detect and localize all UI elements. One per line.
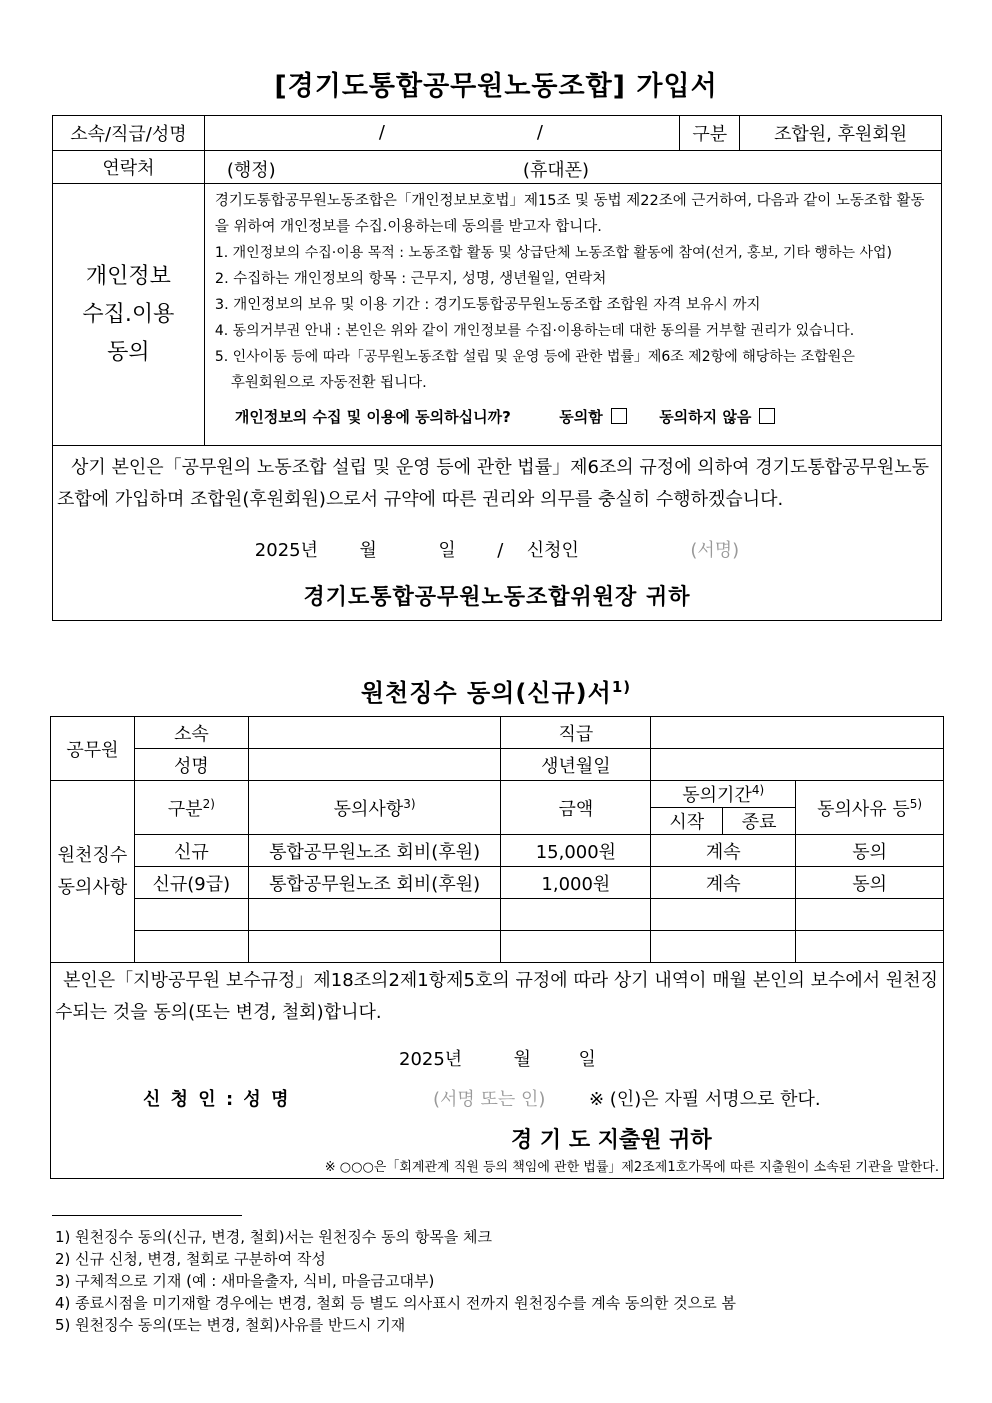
row-reason[interactable]: 동의 — [796, 835, 944, 867]
membership-date-line — [53, 536, 941, 562]
office-phone-label: (행정) — [226, 160, 276, 181]
rank-label: 직급 — [501, 717, 651, 749]
header-type-sup: 2) — [202, 796, 215, 811]
dept-field[interactable] — [248, 717, 501, 749]
member-type-label: 구분 — [680, 116, 740, 151]
member-type-value[interactable]: 조합원, 후원회원 — [740, 116, 942, 151]
privacy-item-2: 2. 수집하는 개인정보의 항목 : 근무지, 성명, 생년월일, 연락처 — [214, 271, 607, 287]
row-item[interactable] — [248, 899, 501, 931]
birth-field[interactable] — [651, 749, 944, 781]
row-reason[interactable] — [796, 899, 944, 931]
withholding-section-label — [51, 781, 135, 963]
header-item — [248, 781, 501, 835]
row-period[interactable]: 계속 — [651, 835, 796, 867]
row-amount[interactable]: 15,000원 — [501, 835, 651, 867]
membership-form-table — [52, 115, 942, 621]
date-slash: / — [497, 540, 504, 561]
row-period[interactable] — [651, 931, 796, 963]
header-reason — [796, 781, 944, 835]
disagree-checkbox[interactable] — [759, 408, 775, 424]
table-row — [51, 931, 944, 963]
row-item[interactable] — [248, 931, 501, 963]
affiliation-field[interactable] — [204, 116, 679, 151]
date2-year[interactable]: 2025년 — [399, 1049, 463, 1070]
withholding-addressee: 경 기 도 지출원 귀하 — [511, 1128, 712, 1153]
withholding-form-table — [50, 716, 944, 1179]
agree-checkbox[interactable] — [611, 408, 627, 424]
form1-title: [경기도통합공무원노동조합] 가입서 — [274, 71, 718, 102]
affiliation-sep-2: / — [536, 122, 543, 143]
row-reason[interactable]: 동의 — [796, 867, 944, 899]
name-label: 성명 — [134, 749, 248, 781]
row-item[interactable]: 통합공무원노조 회비(후원) — [248, 867, 501, 899]
affiliation-label: 소속/직급/성명 — [53, 116, 205, 151]
date-year[interactable]: 2025년 — [254, 540, 318, 561]
privacy-label-line-1: 개인정보 — [85, 263, 171, 289]
row-reason[interactable] — [796, 931, 944, 963]
privacy-item-5a: 5. 인사이동 등에 따라「공무원노동조합 설립 및 운영 등에 관한 법률」제6조 제2항에 해당하는 조합원은 — [214, 349, 855, 365]
form2-title-text: 원천징수 동의(신규)서 — [360, 679, 612, 707]
row-period[interactable]: 계속 — [651, 867, 796, 899]
form2-title-sup: 1) — [611, 678, 632, 696]
header-item-text: 동의사항 — [333, 798, 404, 820]
privacy-item-1: 1. 개인정보의 수집·이용 목적 : 노동조합 활동 및 상급단체 노동조합 활동에 참여(선거, 홍보, 기타 행하는 사업) — [214, 245, 892, 261]
date2-month[interactable]: 월 — [513, 1049, 532, 1070]
contact-label: 연락처 — [53, 151, 205, 184]
footnote-5: 5) 원천징수 동의(또는 변경, 철회)사유를 반드시 기재 — [55, 1316, 406, 1334]
privacy-intro: 경기도통합공무원노동조합은「개인정보보호법」제15조 및 동법 제22조에 근거하여, 다음과 같이 노동조합 활동을 위하여 개인정보를 수집.이용하는데 동의를 받고자 합니다. — [214, 193, 925, 235]
affiliation-sep-1: / — [378, 122, 385, 143]
birth-label: 생년월일 — [501, 749, 651, 781]
membership-addressee: 경기도통합공무원노동조합위원장 귀하 — [303, 585, 691, 610]
date-day[interactable]: 일 — [438, 540, 456, 561]
withholding-applicant-line — [143, 1085, 903, 1111]
dept-label: 소속 — [134, 717, 248, 749]
header-end: 종료 — [723, 808, 796, 835]
consent-question-row — [205, 396, 941, 427]
applicant-label: 신청인 — [526, 540, 579, 561]
row-type[interactable] — [134, 931, 248, 963]
row-amount[interactable] — [501, 931, 651, 963]
signature2-placeholder[interactable]: (서명 또는 인) — [433, 1089, 546, 1110]
table-row — [51, 835, 944, 867]
mobile-phone-label: (휴대폰) — [522, 160, 590, 181]
section-label-line-2: 동의사항 — [57, 876, 128, 898]
date2-day[interactable]: 일 — [578, 1049, 596, 1070]
official-label: 공무원 — [51, 717, 135, 781]
header-item-sup: 3) — [403, 796, 416, 811]
footnote-divider — [52, 1215, 242, 1216]
rank-field[interactable] — [651, 717, 944, 749]
footnote-3: 3) 구체적으로 기재 (예 : 새마을출자, 식비, 마을금고대부) — [55, 1272, 435, 1290]
declaration-cell — [53, 446, 942, 621]
header-reason-sup: 5) — [909, 796, 923, 811]
table-row — [51, 899, 944, 931]
withholding-declaration: 본인은「지방공무원 보수규정」제18조의2제1항제5호의 규정에 따라 상기 내역이 매월 본인의 보수에서 원천징수되는 것을 동의(또는 변경, 철회)합니다. — [55, 970, 939, 1023]
privacy-item-5b: 후원회원으로 자동전환 됩니다. — [230, 375, 427, 391]
contact-field[interactable] — [204, 151, 941, 184]
row-item[interactable]: 통합공무원노조 회비(후원) — [248, 835, 501, 867]
header-amount: 금액 — [501, 781, 651, 835]
applicant2-label: 신 청 인 : 성 명 — [143, 1089, 291, 1110]
row-type[interactable]: 신규 — [134, 835, 248, 867]
consent-question: 개인정보의 수집 및 이용에 동의하십니까? — [234, 408, 511, 426]
row-type[interactable]: 신규(9급) — [134, 867, 248, 899]
row-amount[interactable]: 1,000원 — [501, 867, 651, 899]
footnote-2: 2) 신규 신청, 변경, 철회로 구분하여 작성 — [55, 1250, 326, 1268]
withholding-date-line — [399, 1045, 596, 1071]
header-type — [134, 781, 248, 835]
footnote-4: 4) 종료시점을 미기재할 경우에는 변경, 철회 등 별도 의사표시 전까지 원천징수를 계속 동의한 것으로 봄 — [55, 1294, 737, 1312]
section-label-line-1: 원천징수 — [57, 844, 128, 866]
privacy-label-line-2: 수집.이용 — [82, 301, 175, 327]
header-start: 시작 — [651, 808, 723, 835]
name-field[interactable] — [248, 749, 501, 781]
footnote-1: 1) 원천징수 동의(신규, 변경, 철회)서는 원천징수 동의 항목을 체크 — [55, 1228, 493, 1246]
header-reason-text: 동의사유 등 — [817, 798, 910, 820]
privacy-item-4: 4. 동의거부권 안내 : 본인은 위와 같이 개인정보를 수집·이용하는데 대한 동의를 거부할 권리가 있습니다. — [214, 323, 855, 339]
privacy-label-line-3: 동의 — [107, 339, 150, 365]
footnotes — [55, 1226, 736, 1336]
row-period[interactable] — [651, 899, 796, 931]
privacy-item-3: 3. 개인정보의 보유 및 이용 기간 : 경기도통합공무원노동조합 조합원 자격 보유시 까지 — [214, 297, 761, 313]
privacy-consent-text — [204, 184, 941, 446]
header-period-text: 동의기간 — [682, 785, 752, 806]
form2-title — [0, 673, 992, 708]
agree-label: 동의함 — [559, 408, 603, 426]
row-amount[interactable] — [501, 899, 651, 931]
disagree-label: 동의하지 않음 — [659, 408, 752, 426]
signature-note: ※ (인)은 자필 서명으로 한다. — [589, 1089, 821, 1110]
header-type-text: 구분 — [167, 798, 203, 820]
signature-placeholder[interactable]: (서명) — [690, 540, 740, 561]
row-type[interactable] — [134, 899, 248, 931]
date-month[interactable]: 월 — [359, 540, 377, 561]
table-row — [51, 867, 944, 899]
membership-declaration: 상기 본인은「공무원의 노동조합 설립 및 운영 등에 관한 법률」제6조의 규정에 의하여 경기도통합공무원노동조합에 가입하며 조합원(후원회원)으로서 규약에 따른 권리와 의무를 충실히 수행하겠습니다. — [57, 457, 930, 510]
header-period-sup: 4) — [751, 783, 765, 797]
withholding-declaration-cell — [51, 963, 944, 1179]
withholding-note: ※ ○○○은「회계관계 직원 등의 책임에 관한 법률」제2조제1호가목에 따른 지출원이 소속된 기관을 말한다. — [324, 1160, 939, 1175]
header-period — [651, 781, 796, 808]
privacy-consent-label — [53, 184, 205, 446]
